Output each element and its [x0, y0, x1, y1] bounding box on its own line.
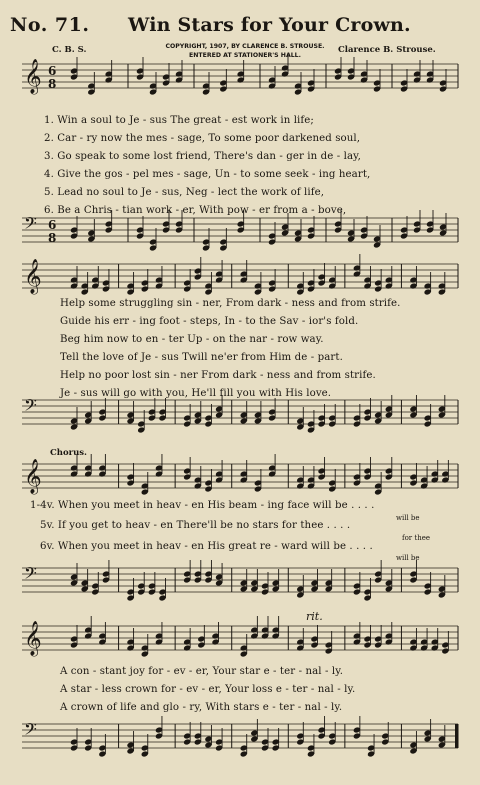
ritardando-mark: rit. [306, 610, 323, 623]
treble-clef-icon: 𝄞 [24, 59, 42, 94]
system-2-verse-5: Help no poor lost sin - ner From dark - ness and from strife. [60, 370, 376, 381]
treble-clef-icon: 𝄞 [24, 259, 42, 294]
final-barline [455, 724, 458, 748]
chorus-echo-1: will be [396, 514, 420, 522]
final-verse-1: A con - stant joy for - ev - er, Your star e - ter - nal - ly. [60, 666, 344, 677]
note-heads [70, 560, 446, 602]
system-1-bass-staff [0, 210, 480, 260]
svg-text:6: 6 [48, 218, 57, 232]
system-1-treble-staff [0, 56, 480, 114]
treble-clef-icon: 𝄞 [24, 459, 42, 494]
svg-text:6: 6 [48, 64, 57, 78]
system-1-verse-5: 5. Lead no soul to Je - sus, Neg - lect the work of life, [44, 187, 325, 198]
system-2-verse-6: Je - sus will go with you, He'll fill you with His love. [60, 388, 332, 399]
system-1-verse-3: 3. Go speak to some lost friend, There's dan - ger in de - lay, [44, 151, 362, 162]
system-1-verse-1: 1. Win a soul to Je - sus The great - est work in life; [44, 115, 314, 126]
system-2-verse-3: Beg him now to en - ter Up - on the nar - row way. [60, 334, 324, 345]
chorus-verse-5: 5v. If you get to heav - en There'll be no stars for thee . . . . [40, 520, 351, 531]
note-heads [70, 254, 446, 296]
hymn-number: No. 71. [10, 14, 90, 36]
time-signature [48, 64, 56, 91]
note-heads [70, 454, 449, 496]
system-1-verse-4: 4. Give the gos - pel mes - sage, Un - to some seek - ing heart, [44, 169, 371, 180]
copyright-line-2: ENTERED AT STATIONER'S HALL. [189, 52, 301, 59]
system-2-verse-2: Guide his err - ing foot - steps, In - to the Sav - ior's fold. [60, 316, 359, 327]
bass-clef-icon: 𝄢 [24, 395, 37, 419]
system-1-verse-6: 6. Be a Chris - tian work - er, With pow - er from a - bove, [44, 205, 347, 216]
final-verse-3: A crown of life and glo - ry, With stars e - ter - nal - ly. [60, 702, 343, 713]
treble-clef-icon: 𝄞 [24, 621, 42, 656]
bass-clef-icon: 𝄢 [24, 563, 37, 587]
bass-clef-icon: 𝄢 [24, 719, 37, 743]
chorus-echo-3: will be [396, 554, 420, 562]
system-1-verse-2: 2. Car - ry now the mes - sage, To some poor darkened soul, [44, 133, 361, 144]
system-2-verse-4: Tell the love of Je - sus Twill ne'er from Him de - part. [60, 352, 343, 363]
note-heads [70, 395, 446, 434]
system-4-bass-staff [0, 716, 480, 772]
chorus-verse-6: 6v. When you meet in heav - en His great re - ward will be . . . . [40, 541, 373, 552]
note-heads [70, 616, 449, 658]
chorus-verse-1-4: 1-4v. When you meet in heav - en His beam - ing face will be . . . . [30, 500, 375, 511]
chorus-label: Chorus. [50, 448, 88, 458]
time-signature [48, 218, 56, 245]
lyricist-credit: C. B. S. [52, 45, 87, 55]
chorus-echo-2: for thee [402, 534, 430, 542]
system-2-bass-staff [0, 392, 480, 442]
final-verse-2: A star - less crown for - ev - er, Your loss e - ter - nal - ly. [60, 684, 356, 695]
svg-text:8: 8 [48, 77, 57, 91]
hymn-title: Win Stars for Your Crown. [128, 14, 411, 36]
note-heads [70, 210, 447, 252]
svg-text:8: 8 [48, 231, 57, 245]
system-2-verse-1: Help some struggling sin - ner, From dark - ness and from strife. [60, 298, 401, 309]
note-heads [70, 716, 446, 758]
copyright-line-1: COPYRIGHT, 1907, BY CLARENCE B. STROUSE. [165, 43, 325, 50]
composer-credit: Clarence B. Strouse. [338, 45, 436, 55]
note-heads [70, 54, 447, 96]
bass-clef-icon: 𝄢 [24, 213, 37, 237]
system-3-bass-staff [0, 560, 480, 610]
